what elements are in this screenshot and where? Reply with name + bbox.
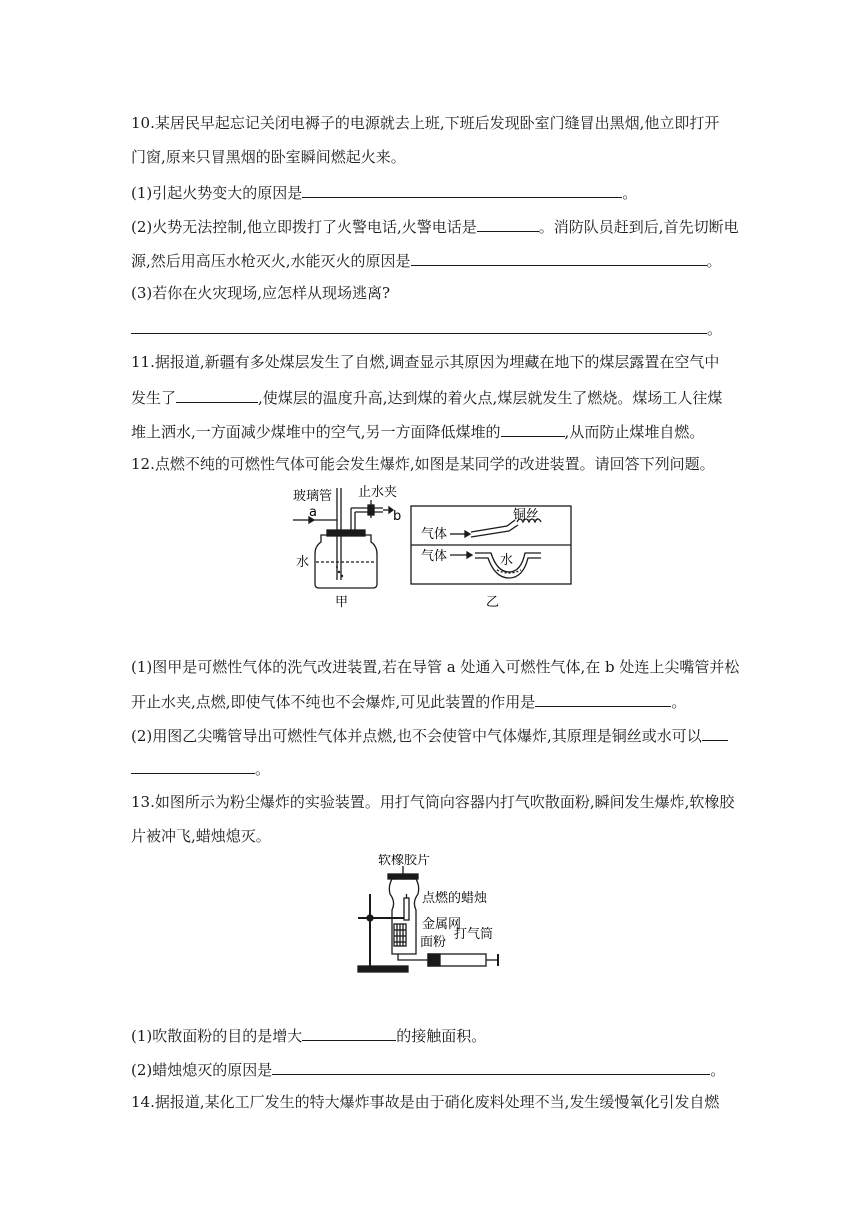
- q10-part2-phone-blank[interactable]: [477, 215, 539, 232]
- q13-part2-end: 。: [710, 1061, 726, 1079]
- q10-part1-text: (1)引起火势变大的原因是: [131, 184, 303, 202]
- q11-line-2-start: 发生了: [131, 389, 177, 407]
- q10-part2-text: (2)火势无法控制,他立即拨打了火警电话,火警电话是: [131, 218, 477, 236]
- q10-part1: [131, 181, 637, 203]
- q13-stem-line-1: 13.如图所示为粉尘爆炸的实验装置。用打气筒向容器内打气吹散面粉,瞬间发生爆炸,软橡胶: [131, 793, 735, 811]
- q12-label-yi: 乙: [486, 595, 500, 610]
- q13-label-flour: 面粉: [420, 935, 447, 950]
- q12-part1-end: 。: [671, 693, 687, 711]
- q12-label-jia: 甲: [335, 595, 349, 610]
- q12-label-gas-1: 气体: [421, 527, 448, 542]
- q10-stem-line-1: 10.某居民早起忘记关闭电褥子的电源就去上班,下班后发现卧室门缝冒出黑烟,他立即打开: [131, 114, 720, 132]
- q12-part1-text: 开止水夹,点燃,即使气体不纯也不会爆炸,可见此装置的作用是: [131, 693, 536, 711]
- q12-apparatus-diagram: [285, 480, 575, 610]
- q12-label-clamp: 止水夹: [358, 485, 398, 500]
- q11-temperature-blank[interactable]: [501, 420, 565, 437]
- q10-stem-line-2: 门窗,原来只冒黑烟的卧室瞬间燃起火来。: [131, 148, 406, 166]
- q13-figure: [354, 854, 504, 976]
- q13-label-rubber: 软橡胶片: [378, 854, 431, 868]
- q12-part2-line-2: [131, 757, 270, 779]
- q13-part1-rest: 的接触面积。: [396, 1027, 487, 1045]
- q11-line-1: 11.据报道,新疆有多处煤层发生了自燃,调查显示其原因为埋藏在地下的煤层露置在空气中: [131, 353, 720, 371]
- q13-label-mesh: 金属网: [422, 917, 462, 932]
- q12-part2-end: 。: [255, 760, 271, 778]
- q11-line-3-start: 堆上洒水,一方面减少煤堆中的空气,另一方面降低煤堆的: [131, 423, 501, 441]
- q12-part2-answer-blank-2[interactable]: [131, 757, 255, 774]
- q10-part2-reason-blank[interactable]: [411, 249, 707, 266]
- q12-label-water: 水: [296, 555, 310, 570]
- q12-label-gas-2: 气体: [421, 549, 448, 564]
- q13-stem-line-2: 片被冲飞,蜡烛熄灭。: [131, 827, 271, 845]
- q12-part2-line-1: [131, 724, 728, 746]
- q14-stem-line-1: 14.据报道,某化工厂发生的特大爆炸事故是由于硝化废料处理不当,发生缓慢氧化引发自燃: [131, 1093, 720, 1111]
- q10-part1-end: 。: [622, 184, 638, 202]
- q10-part1-answer-blank[interactable]: [302, 181, 622, 198]
- q12-part1-line-2: [131, 690, 686, 712]
- q11-line-3: [131, 420, 704, 442]
- q11-oxidation-blank[interactable]: [176, 386, 258, 403]
- q10-part2-text-b: 。消防队员赶到后,首先切断电: [538, 218, 739, 236]
- q13-dust-explosion-diagram: [354, 854, 504, 976]
- q12-label-glass-tube: 玻璃管: [293, 489, 333, 504]
- q13-part2-answer-blank[interactable]: [272, 1058, 710, 1075]
- q11-line-2-rest: ,使煤层的温度升高,达到煤的着火点,煤层就发生了燃烧。煤场工人往煤: [258, 389, 723, 407]
- q12-stem: 12.点燃不纯的可燃性气体可能会发生爆炸,如图是某同学的改进装置。请回答下列问题。: [131, 455, 715, 473]
- q13-part1: [131, 1024, 486, 1046]
- q10-part2-line-1: [131, 215, 739, 237]
- q12-label-copper: 铜丝: [513, 508, 540, 523]
- q10-part3-answer-blank[interactable]: [131, 317, 707, 334]
- q10-part2-text-c: 源,然后用高压水枪灭火,水能灭火的原因是: [131, 252, 411, 270]
- q12-part1-line-1: (1)图甲是可燃性气体的洗气改进装置,若在导管 a 处通入可燃性气体,在 b 处连上尖嘴管并松: [131, 658, 740, 676]
- q13-label-pump: 打气筒: [454, 927, 494, 942]
- q12-part2-text: (2)用图乙尖嘴管导出可燃性气体并点燃,也不会使管中气体爆炸,其原理是铜丝或水可以: [131, 727, 702, 745]
- q10-part2-line-2: [131, 249, 722, 271]
- q10-part3-end: 。: [707, 320, 723, 338]
- q13-part1-text: (1)吹散面粉的目的是增大: [131, 1027, 303, 1045]
- q13-part2: [131, 1058, 725, 1080]
- q10-part3: (3)若你在火灾现场,应怎样从现场逃离?: [131, 284, 391, 302]
- q10-part2-end: 。: [706, 252, 722, 270]
- q11-line-3-rest: ,从而防止煤堆自燃。: [564, 423, 705, 441]
- q12-figure: [285, 480, 575, 610]
- q13-part2-text: (2)蜡烛熄灭的原因是: [131, 1061, 273, 1079]
- q12-label-water-2: 水: [500, 553, 514, 568]
- q10-part3-answer-line: [131, 317, 722, 339]
- q11-line-2: [131, 386, 722, 408]
- q13-part1-answer-blank[interactable]: [302, 1024, 396, 1041]
- q12-part1-answer-blank[interactable]: [535, 690, 671, 707]
- q12-label-b: b: [393, 509, 402, 524]
- q12-part2-answer-blank-1[interactable]: [702, 724, 728, 741]
- q13-label-candle: 点燃的蜡烛: [422, 891, 488, 906]
- q12-label-a: a: [309, 505, 317, 520]
